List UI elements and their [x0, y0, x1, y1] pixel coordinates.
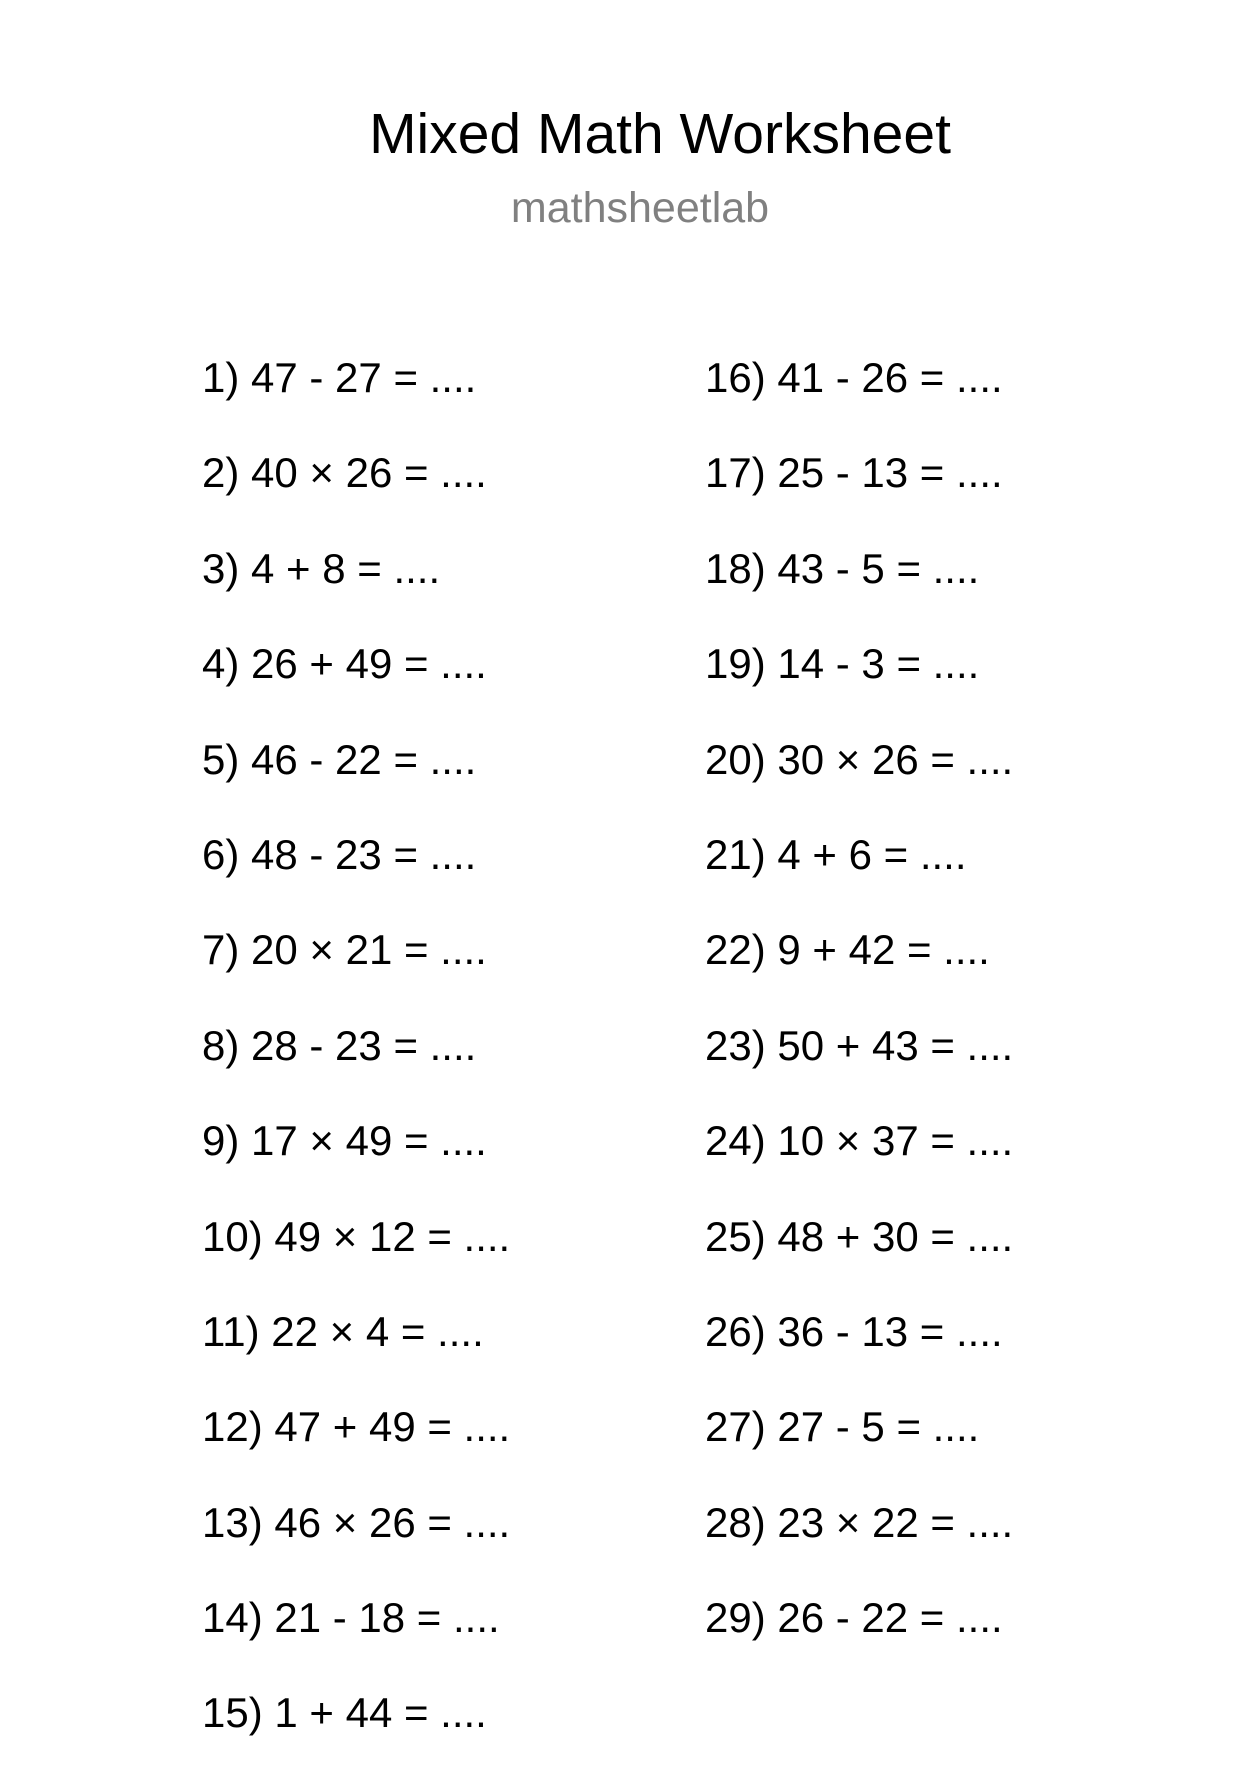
problem-item: 12) 47 + 49 = .... [202, 1403, 511, 1451]
problem-item: 15) 1 + 44 = .... [202, 1689, 487, 1737]
problem-item: 26) 36 - 13 = .... [705, 1307, 1003, 1355]
problem-item: 19) 14 - 3 = .... [705, 640, 980, 688]
problem-item: 10) 49 × 12 = .... [202, 1212, 511, 1260]
problem-item: 4) 26 + 49 = .... [202, 640, 487, 688]
problem-column-right [705, 348, 1013, 1683]
problem-item: 1) 47 - 27 = .... [202, 354, 477, 401]
worksheet-title: Mixed Math Worksheet [369, 102, 951, 166]
problem-item: 14) 21 - 18 = .... [202, 1594, 500, 1642]
problem-item: 18) 43 - 5 = .... [705, 544, 980, 592]
problem-item: 20) 30 × 26 = .... [705, 735, 1014, 783]
problem-item: 7) 20 × 21 = .... [202, 926, 487, 974]
problem-item: 24) 10 × 37 = .... [705, 1117, 1014, 1165]
problem-item: 25) 48 + 30 = .... [705, 1212, 1014, 1260]
problem-item: 28) 23 × 22 = .... [705, 1498, 1014, 1546]
problem-item: 22) 9 + 42 = .... [705, 926, 990, 974]
problem-item: 13) 46 × 26 = .... [202, 1498, 511, 1546]
worksheet-subtitle: mathsheetlab [510, 184, 770, 232]
problem-item: 3) 4 + 8 = .... [202, 544, 441, 592]
problem-item: 27) 27 - 5 = .... [705, 1403, 980, 1451]
problem-item: 23) 50 + 43 = .... [705, 1021, 1014, 1069]
problem-item: 21) 4 + 6 = .... [705, 830, 967, 878]
problem-item: 2) 40 × 26 = .... [202, 449, 487, 497]
problem-item: 11) 22 × 4 = .... [202, 1307, 484, 1355]
problem-item: 6) 48 - 23 = .... [202, 830, 477, 878]
problem-item: 9) 17 × 49 = .... [202, 1117, 487, 1165]
problem-item: 5) 46 - 22 = .... [202, 735, 477, 783]
problem-item: 29) 26 - 22 = .... [705, 1594, 1003, 1642]
problem-item: 17) 25 - 13 = .... [705, 449, 1003, 497]
problem-item: 8) 28 - 23 = .... [202, 1021, 477, 1069]
problem-column-left [202, 348, 510, 1779]
problem-item: 16) 41 - 26 = .... [705, 354, 1003, 401]
